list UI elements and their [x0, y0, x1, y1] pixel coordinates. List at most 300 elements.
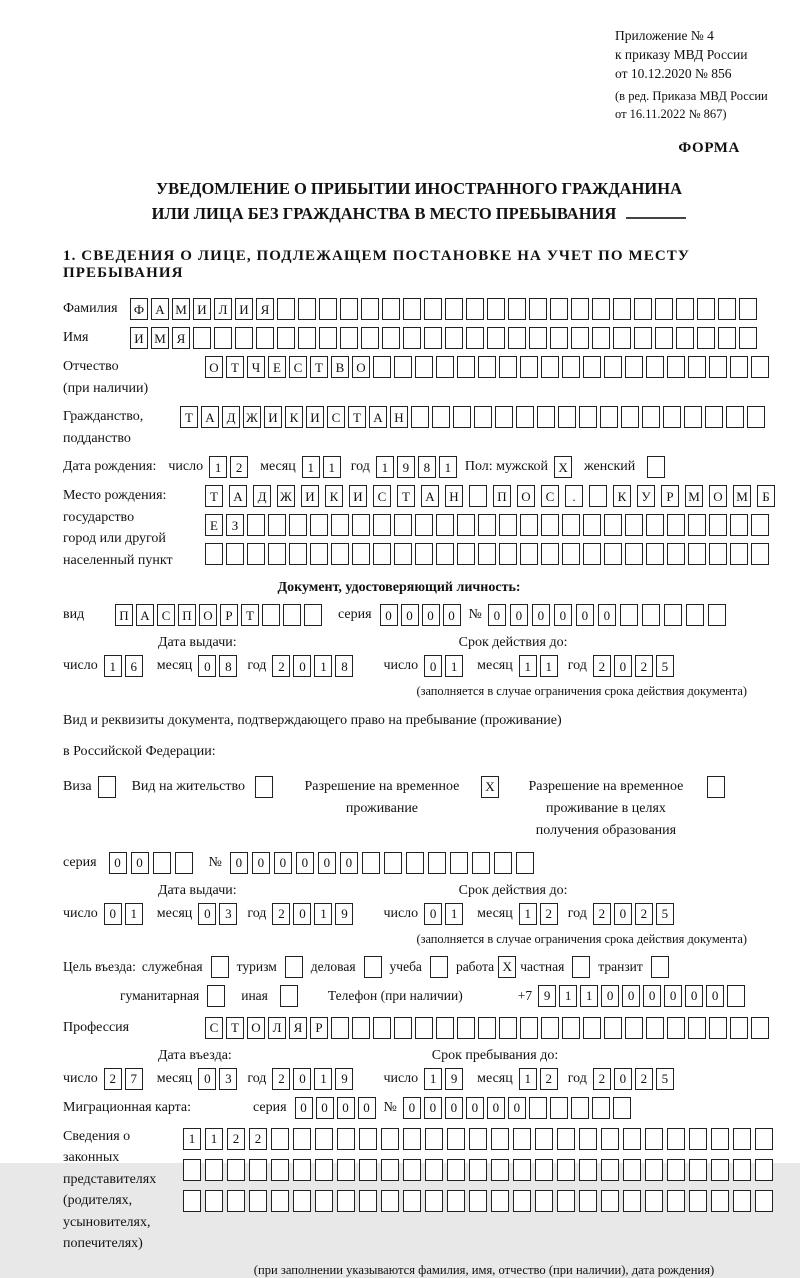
char-cell[interactable]: 2	[272, 903, 290, 925]
char-cell[interactable]	[293, 1190, 311, 1212]
char-cell[interactable]: Л	[268, 1017, 286, 1039]
char-cell[interactable]	[193, 327, 211, 349]
char-cell[interactable]	[604, 514, 622, 536]
char-cell[interactable]: Я	[172, 327, 190, 349]
char-cell[interactable]	[688, 514, 706, 536]
char-cell[interactable]	[271, 1159, 289, 1181]
char-cell[interactable]	[676, 298, 694, 320]
char-cell[interactable]: 1	[314, 903, 332, 925]
char-cell[interactable]: Н	[390, 406, 408, 428]
char-cell[interactable]	[709, 514, 727, 536]
char-cell[interactable]: 1	[125, 903, 143, 925]
char-cell[interactable]	[436, 514, 454, 536]
char-cell[interactable]	[227, 1190, 245, 1212]
char-cell[interactable]	[382, 298, 400, 320]
char-cell[interactable]	[730, 1017, 748, 1039]
char-cell[interactable]: Т	[180, 406, 198, 428]
char-cell[interactable]: 1	[540, 655, 558, 677]
char-cell[interactable]: 0	[466, 1097, 484, 1119]
char-cell[interactable]	[739, 298, 757, 320]
char-cell[interactable]: К	[285, 406, 303, 428]
char-cell[interactable]	[755, 1190, 773, 1212]
char-cell[interactable]: 0	[706, 985, 724, 1007]
char-cell[interactable]	[457, 543, 475, 565]
char-cell[interactable]: П	[178, 604, 196, 626]
char-cell[interactable]	[283, 604, 301, 626]
char-cell[interactable]	[730, 356, 748, 378]
char-cell[interactable]: С	[205, 1017, 223, 1039]
char-cell[interactable]	[175, 852, 193, 874]
char-cell[interactable]	[733, 1128, 751, 1150]
char-cell[interactable]: 0	[598, 604, 616, 626]
char-cell[interactable]: 0	[614, 903, 632, 925]
char-cell[interactable]: С	[289, 356, 307, 378]
char-cell[interactable]	[667, 356, 685, 378]
char-cell[interactable]	[589, 485, 607, 507]
char-cell[interactable]: Я	[289, 1017, 307, 1039]
char-cell[interactable]: 1	[519, 903, 537, 925]
char-cell[interactable]: 3	[219, 903, 237, 925]
char-cell[interactable]: 0	[316, 1097, 334, 1119]
char-cell[interactable]	[310, 543, 328, 565]
char-cell[interactable]: 5	[656, 655, 674, 677]
char-cell[interactable]	[469, 1190, 487, 1212]
char-cell[interactable]	[688, 543, 706, 565]
char-cell[interactable]	[247, 514, 265, 536]
char-cell[interactable]	[562, 1017, 580, 1039]
char-cell[interactable]: Т	[226, 356, 244, 378]
char-cell[interactable]: 5	[656, 1068, 674, 1090]
char-cell[interactable]	[730, 514, 748, 536]
char-cell[interactable]: Р	[310, 1017, 328, 1039]
char-cell[interactable]	[562, 356, 580, 378]
char-cell[interactable]: О	[205, 356, 223, 378]
char-cell[interactable]: 1	[559, 985, 577, 1007]
char-cell[interactable]: 1	[445, 655, 463, 677]
char-cell[interactable]	[557, 1159, 575, 1181]
char-cell[interactable]	[667, 1128, 685, 1150]
char-cell[interactable]	[403, 1190, 421, 1212]
char-cell[interactable]: 2	[540, 1068, 558, 1090]
char-cell[interactable]	[403, 1128, 421, 1150]
char-cell[interactable]	[361, 298, 379, 320]
char-cell[interactable]	[425, 1128, 443, 1150]
char-cell[interactable]	[664, 604, 682, 626]
char-cell[interactable]	[655, 298, 673, 320]
char-cell[interactable]	[711, 1159, 729, 1181]
char-cell[interactable]: 1	[519, 655, 537, 677]
char-cell[interactable]: С	[373, 485, 391, 507]
char-cell[interactable]	[558, 406, 576, 428]
char-cell[interactable]	[623, 1159, 641, 1181]
char-cell[interactable]: 0	[198, 655, 216, 677]
char-cell[interactable]: 1	[445, 903, 463, 925]
char-cell[interactable]	[315, 1159, 333, 1181]
char-cell[interactable]	[411, 406, 429, 428]
char-cell[interactable]	[373, 514, 391, 536]
char-cell[interactable]	[645, 1159, 663, 1181]
char-cell[interactable]	[625, 356, 643, 378]
char-cell[interactable]: 0	[643, 985, 661, 1007]
char-cell[interactable]	[689, 1190, 707, 1212]
checkbox-cell[interactable]: X	[554, 456, 572, 478]
char-cell[interactable]: 9	[335, 903, 353, 925]
char-cell[interactable]: О	[709, 485, 727, 507]
char-cell[interactable]	[494, 852, 512, 874]
checkbox-cell[interactable]	[280, 985, 298, 1007]
char-cell[interactable]	[583, 543, 601, 565]
char-cell[interactable]	[406, 852, 424, 874]
char-cell[interactable]	[709, 543, 727, 565]
char-cell[interactable]	[718, 327, 736, 349]
char-cell[interactable]	[571, 298, 589, 320]
char-cell[interactable]: А	[201, 406, 219, 428]
char-cell[interactable]	[436, 1017, 454, 1039]
char-cell[interactable]: 2	[272, 1068, 290, 1090]
char-cell[interactable]: 0	[318, 852, 336, 874]
char-cell[interactable]	[381, 1190, 399, 1212]
char-cell[interactable]: 0	[293, 655, 311, 677]
char-cell[interactable]	[601, 1159, 619, 1181]
char-cell[interactable]: 2	[540, 903, 558, 925]
char-cell[interactable]: Т	[226, 1017, 244, 1039]
char-cell[interactable]	[293, 1128, 311, 1150]
char-cell[interactable]	[352, 514, 370, 536]
char-cell[interactable]	[697, 327, 715, 349]
char-cell[interactable]	[541, 1017, 559, 1039]
char-cell[interactable]	[751, 543, 769, 565]
char-cell[interactable]: 2	[249, 1128, 267, 1150]
char-cell[interactable]	[247, 543, 265, 565]
char-cell[interactable]	[491, 1190, 509, 1212]
char-cell[interactable]	[550, 1097, 568, 1119]
char-cell[interactable]: П	[115, 604, 133, 626]
char-cell[interactable]	[535, 1190, 553, 1212]
char-cell[interactable]: 0	[445, 1097, 463, 1119]
char-cell[interactable]	[667, 1017, 685, 1039]
char-cell[interactable]	[315, 1128, 333, 1150]
char-cell[interactable]	[755, 1159, 773, 1181]
char-cell[interactable]	[667, 1159, 685, 1181]
char-cell[interactable]: 1	[302, 456, 320, 478]
char-cell[interactable]: Ж	[243, 406, 261, 428]
char-cell[interactable]	[642, 406, 660, 428]
char-cell[interactable]	[235, 327, 253, 349]
char-cell[interactable]: 2	[635, 903, 653, 925]
char-cell[interactable]	[415, 1017, 433, 1039]
char-cell[interactable]	[289, 514, 307, 536]
char-cell[interactable]	[403, 298, 421, 320]
char-cell[interactable]: И	[235, 298, 253, 320]
char-cell[interactable]	[474, 406, 492, 428]
char-cell[interactable]: М	[685, 485, 703, 507]
char-cell[interactable]	[499, 514, 517, 536]
char-cell[interactable]: М	[172, 298, 190, 320]
char-cell[interactable]	[655, 327, 673, 349]
char-cell[interactable]	[571, 327, 589, 349]
checkbox-cell[interactable]	[647, 456, 665, 478]
char-cell[interactable]: 0	[337, 1097, 355, 1119]
char-cell[interactable]: 1	[314, 655, 332, 677]
char-cell[interactable]	[642, 604, 660, 626]
char-cell[interactable]	[739, 327, 757, 349]
char-cell[interactable]	[436, 356, 454, 378]
char-cell[interactable]: Я	[256, 298, 274, 320]
char-cell[interactable]: В	[331, 356, 349, 378]
char-cell[interactable]	[688, 1017, 706, 1039]
checkbox-cell[interactable]	[364, 956, 382, 978]
char-cell[interactable]	[403, 327, 421, 349]
char-cell[interactable]	[562, 514, 580, 536]
char-cell[interactable]	[424, 298, 442, 320]
char-cell[interactable]: 1	[580, 985, 598, 1007]
char-cell[interactable]	[625, 1017, 643, 1039]
char-cell[interactable]	[520, 514, 538, 536]
char-cell[interactable]	[205, 1190, 223, 1212]
char-cell[interactable]	[319, 298, 337, 320]
char-cell[interactable]: Д	[222, 406, 240, 428]
char-cell[interactable]: 2	[635, 1068, 653, 1090]
char-cell[interactable]	[457, 514, 475, 536]
char-cell[interactable]: Н	[445, 485, 463, 507]
char-cell[interactable]	[453, 406, 471, 428]
char-cell[interactable]	[499, 543, 517, 565]
char-cell[interactable]	[352, 1017, 370, 1039]
char-cell[interactable]	[601, 1190, 619, 1212]
char-cell[interactable]: 8	[219, 655, 237, 677]
char-cell[interactable]: 2	[593, 903, 611, 925]
char-cell[interactable]: 1	[205, 1128, 223, 1150]
char-cell[interactable]	[499, 1017, 517, 1039]
char-cell[interactable]	[319, 327, 337, 349]
char-cell[interactable]: 1	[183, 1128, 201, 1150]
char-cell[interactable]	[415, 543, 433, 565]
char-cell[interactable]: Б	[757, 485, 775, 507]
char-cell[interactable]: О	[517, 485, 535, 507]
char-cell[interactable]: М	[733, 485, 751, 507]
char-cell[interactable]: 0	[424, 655, 442, 677]
char-cell[interactable]: 2	[104, 1068, 122, 1090]
char-cell[interactable]: Е	[205, 514, 223, 536]
char-cell[interactable]: О	[352, 356, 370, 378]
char-cell[interactable]: М	[151, 327, 169, 349]
char-cell[interactable]	[359, 1190, 377, 1212]
char-cell[interactable]: 2	[227, 1128, 245, 1150]
char-cell[interactable]: 0	[252, 852, 270, 874]
char-cell[interactable]: З	[226, 514, 244, 536]
char-cell[interactable]	[478, 356, 496, 378]
char-cell[interactable]	[592, 298, 610, 320]
char-cell[interactable]	[513, 1159, 531, 1181]
char-cell[interactable]: 0	[230, 852, 248, 874]
char-cell[interactable]: 0	[614, 1068, 632, 1090]
char-cell[interactable]: И	[349, 485, 367, 507]
char-cell[interactable]	[457, 1017, 475, 1039]
char-cell[interactable]: 0	[380, 604, 398, 626]
char-cell[interactable]	[667, 1190, 685, 1212]
char-cell[interactable]: 1	[323, 456, 341, 478]
char-cell[interactable]	[227, 1159, 245, 1181]
char-cell[interactable]	[557, 1128, 575, 1150]
char-cell[interactable]	[491, 1128, 509, 1150]
char-cell[interactable]: 0	[443, 604, 461, 626]
char-cell[interactable]	[262, 604, 280, 626]
char-cell[interactable]	[226, 543, 244, 565]
char-cell[interactable]	[513, 1128, 531, 1150]
char-cell[interactable]	[499, 356, 517, 378]
char-cell[interactable]: Т	[397, 485, 415, 507]
char-cell[interactable]: 2	[593, 1068, 611, 1090]
char-cell[interactable]	[361, 327, 379, 349]
char-cell[interactable]	[289, 543, 307, 565]
checkbox-cell[interactable]	[651, 956, 669, 978]
checkbox-cell[interactable]	[207, 985, 225, 1007]
char-cell[interactable]	[256, 327, 274, 349]
char-cell[interactable]: П	[493, 485, 511, 507]
checkbox-cell[interactable]	[98, 776, 116, 798]
checkbox-cell[interactable]	[707, 776, 725, 798]
char-cell[interactable]: .	[565, 485, 583, 507]
char-cell[interactable]	[579, 1190, 597, 1212]
char-cell[interactable]	[293, 1159, 311, 1181]
char-cell[interactable]: И	[193, 298, 211, 320]
char-cell[interactable]: А	[151, 298, 169, 320]
char-cell[interactable]	[571, 1097, 589, 1119]
char-cell[interactable]: 0	[424, 903, 442, 925]
char-cell[interactable]: И	[130, 327, 148, 349]
char-cell[interactable]	[249, 1159, 267, 1181]
char-cell[interactable]	[516, 406, 534, 428]
char-cell[interactable]: Е	[268, 356, 286, 378]
char-cell[interactable]	[634, 327, 652, 349]
char-cell[interactable]: 0	[614, 655, 632, 677]
char-cell[interactable]: 0	[293, 1068, 311, 1090]
char-cell[interactable]: 2	[635, 655, 653, 677]
char-cell[interactable]	[394, 543, 412, 565]
char-cell[interactable]: 1	[209, 456, 227, 478]
char-cell[interactable]	[751, 1017, 769, 1039]
char-cell[interactable]	[579, 406, 597, 428]
char-cell[interactable]: 2	[230, 456, 248, 478]
char-cell[interactable]	[394, 1017, 412, 1039]
char-cell[interactable]	[337, 1190, 355, 1212]
char-cell[interactable]	[667, 543, 685, 565]
char-cell[interactable]	[331, 514, 349, 536]
char-cell[interactable]	[183, 1159, 201, 1181]
char-cell[interactable]	[592, 1097, 610, 1119]
char-cell[interactable]	[592, 327, 610, 349]
char-cell[interactable]	[271, 1128, 289, 1150]
char-cell[interactable]	[541, 514, 559, 536]
char-cell[interactable]	[537, 406, 555, 428]
char-cell[interactable]	[249, 1190, 267, 1212]
char-cell[interactable]: А	[229, 485, 247, 507]
char-cell[interactable]	[520, 356, 538, 378]
char-cell[interactable]: 0	[295, 1097, 313, 1119]
char-cell[interactable]: 0	[296, 852, 314, 874]
char-cell[interactable]: 0	[622, 985, 640, 1007]
char-cell[interactable]	[529, 327, 547, 349]
char-cell[interactable]	[711, 1190, 729, 1212]
char-cell[interactable]: О	[199, 604, 217, 626]
char-cell[interactable]	[541, 543, 559, 565]
char-cell[interactable]	[310, 514, 328, 536]
char-cell[interactable]: 0	[293, 903, 311, 925]
char-cell[interactable]: С	[541, 485, 559, 507]
char-cell[interactable]: 0	[274, 852, 292, 874]
char-cell[interactable]	[583, 1017, 601, 1039]
char-cell[interactable]	[535, 1128, 553, 1150]
char-cell[interactable]: 1	[104, 655, 122, 677]
char-cell[interactable]: И	[264, 406, 282, 428]
char-cell[interactable]	[183, 1190, 201, 1212]
char-cell[interactable]	[271, 1190, 289, 1212]
char-cell[interactable]	[432, 406, 450, 428]
char-cell[interactable]	[529, 298, 547, 320]
char-cell[interactable]: А	[136, 604, 154, 626]
char-cell[interactable]	[579, 1128, 597, 1150]
checkbox-cell[interactable]: X	[481, 776, 499, 798]
char-cell[interactable]: Ф	[130, 298, 148, 320]
char-cell[interactable]	[340, 327, 358, 349]
char-cell[interactable]	[472, 852, 490, 874]
char-cell[interactable]	[359, 1159, 377, 1181]
char-cell[interactable]	[466, 298, 484, 320]
char-cell[interactable]: Л	[214, 298, 232, 320]
char-cell[interactable]	[445, 327, 463, 349]
char-cell[interactable]: К	[325, 485, 343, 507]
char-cell[interactable]: 0	[104, 903, 122, 925]
char-cell[interactable]: 8	[335, 655, 353, 677]
char-cell[interactable]	[381, 1159, 399, 1181]
char-cell[interactable]	[520, 1017, 538, 1039]
char-cell[interactable]: Д	[253, 485, 271, 507]
char-cell[interactable]: А	[421, 485, 439, 507]
char-cell[interactable]	[382, 327, 400, 349]
char-cell[interactable]	[709, 1017, 727, 1039]
char-cell[interactable]	[298, 327, 316, 349]
char-cell[interactable]	[623, 1190, 641, 1212]
char-cell[interactable]	[613, 327, 631, 349]
char-cell[interactable]	[684, 406, 702, 428]
checkbox-cell[interactable]	[255, 776, 273, 798]
char-cell[interactable]	[601, 1128, 619, 1150]
char-cell[interactable]	[646, 514, 664, 536]
char-cell[interactable]	[697, 298, 715, 320]
char-cell[interactable]	[436, 543, 454, 565]
char-cell[interactable]	[352, 543, 370, 565]
char-cell[interactable]	[726, 406, 744, 428]
char-cell[interactable]	[623, 1128, 641, 1150]
char-cell[interactable]	[445, 298, 463, 320]
char-cell[interactable]	[205, 543, 223, 565]
char-cell[interactable]	[337, 1128, 355, 1150]
char-cell[interactable]	[663, 406, 681, 428]
char-cell[interactable]: Т	[348, 406, 366, 428]
char-cell[interactable]	[529, 1097, 547, 1119]
char-cell[interactable]: 9	[397, 456, 415, 478]
char-cell[interactable]	[733, 1190, 751, 1212]
char-cell[interactable]: 0	[403, 1097, 421, 1119]
char-cell[interactable]: 7	[125, 1068, 143, 1090]
char-cell[interactable]: 0	[601, 985, 619, 1007]
char-cell[interactable]	[718, 298, 736, 320]
char-cell[interactable]	[747, 406, 765, 428]
char-cell[interactable]	[487, 298, 505, 320]
char-cell[interactable]	[478, 514, 496, 536]
char-cell[interactable]	[214, 327, 232, 349]
char-cell[interactable]	[508, 327, 526, 349]
